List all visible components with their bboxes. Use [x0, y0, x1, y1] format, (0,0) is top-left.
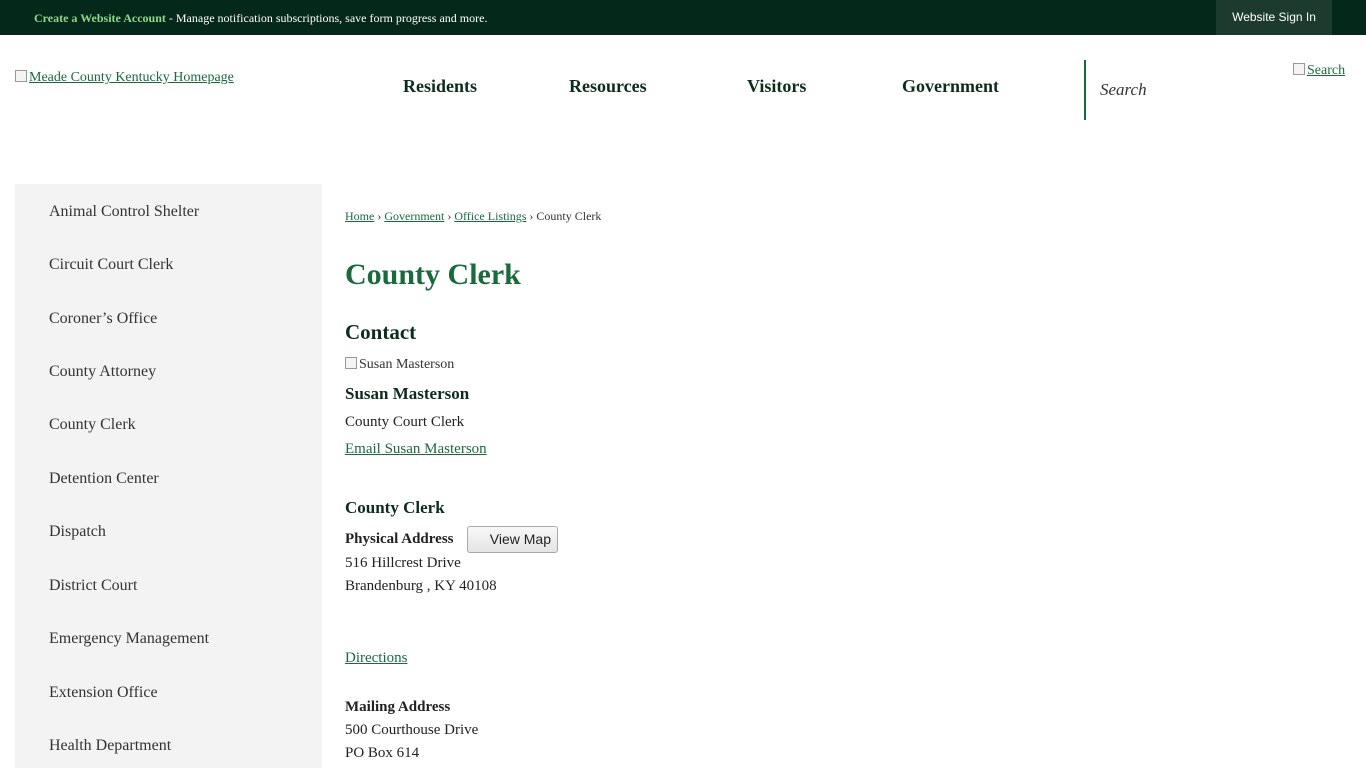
- broken-image-icon: [345, 357, 357, 369]
- broken-image-icon: [1293, 63, 1305, 75]
- sidebar-item-district-court[interactable]: District Court: [49, 577, 138, 594]
- photo-alt-text: Susan Masterson: [359, 357, 455, 372]
- view-map-button[interactable]: View Map: [467, 526, 558, 553]
- contact-name: Susan Masterson: [345, 384, 470, 403]
- physical-address-line2: Brandenburg , KY 40108: [345, 578, 497, 594]
- contact-role: County Court Clerk: [345, 414, 465, 430]
- breadcrumb: [345, 209, 601, 224]
- create-account-link[interactable]: Create a Website Account: [34, 11, 166, 25]
- breadcrumb-home[interactable]: Home: [345, 209, 375, 223]
- breadcrumb-office-listings[interactable]: Office Listings: [454, 209, 527, 223]
- nav-government[interactable]: Government: [902, 76, 999, 96]
- sidebar-item-animal-control-shelter[interactable]: Animal Control Shelter: [49, 203, 200, 220]
- search-button[interactable]: [1293, 63, 1345, 79]
- account-message-text: - Manage notification subscriptions, save form progress and more.: [165, 11, 488, 25]
- search-button-alt: Search: [1307, 63, 1346, 78]
- sidebar-item-coroners-office[interactable]: Coroner’s Office: [49, 310, 158, 327]
- mailing-address-line1: 500 Courthouse Drive: [345, 722, 479, 738]
- top-notification-bar: [0, 0, 1366, 35]
- contact-heading: Contact: [345, 320, 417, 344]
- sidebar-item-detention-center[interactable]: Detention Center: [49, 470, 159, 487]
- sidebar-item-county-attorney[interactable]: County Attorney: [49, 363, 157, 380]
- sidebar-office-list: [15, 184, 322, 768]
- breadcrumb-separator: ›: [526, 209, 537, 223]
- mailing-address-label: Mailing Address: [345, 699, 451, 715]
- directions-link[interactable]: Directions: [345, 650, 408, 666]
- site-logo-link[interactable]: [15, 70, 234, 86]
- contact-photo: [345, 357, 454, 373]
- breadcrumb-government[interactable]: Government: [384, 209, 445, 223]
- sidebar-item-circuit-court-clerk[interactable]: Circuit Court Clerk: [49, 256, 174, 273]
- sidebar-item-health-department[interactable]: Health Department: [49, 737, 172, 754]
- sidebar-item-extension-office[interactable]: Extension Office: [49, 684, 158, 701]
- broken-image-icon: [15, 70, 27, 82]
- search-input[interactable]: [1084, 60, 1274, 120]
- breadcrumb-separator: ›: [444, 209, 455, 223]
- email-contact-link[interactable]: Email Susan Masterson: [345, 441, 487, 457]
- nav-visitors[interactable]: Visitors: [747, 76, 807, 96]
- logo-alt-text: Meade County Kentucky Homepage: [29, 70, 234, 85]
- office-heading: County Clerk: [345, 498, 445, 517]
- breadcrumb-current: County Clerk: [536, 209, 602, 223]
- sidebar-item-dispatch[interactable]: Dispatch: [49, 523, 106, 540]
- sidebar-item-county-clerk[interactable]: County Clerk: [49, 416, 136, 433]
- nav-resources[interactable]: Resources: [569, 76, 647, 96]
- page-title: County Clerk: [345, 258, 521, 291]
- account-message: [34, 11, 487, 26]
- website-sign-in-button[interactable]: Website Sign In: [1216, 0, 1332, 35]
- search-placeholder: Search: [1100, 80, 1147, 99]
- physical-address-line1: 516 Hillcrest Drive: [345, 555, 461, 571]
- mailing-address-line2: PO Box 614: [345, 745, 420, 761]
- physical-address-label: Physical Address: [345, 531, 454, 547]
- nav-residents[interactable]: Residents: [403, 76, 478, 96]
- breadcrumb-separator: ›: [374, 209, 385, 223]
- sidebar-item-emergency-management[interactable]: Emergency Management: [49, 630, 210, 647]
